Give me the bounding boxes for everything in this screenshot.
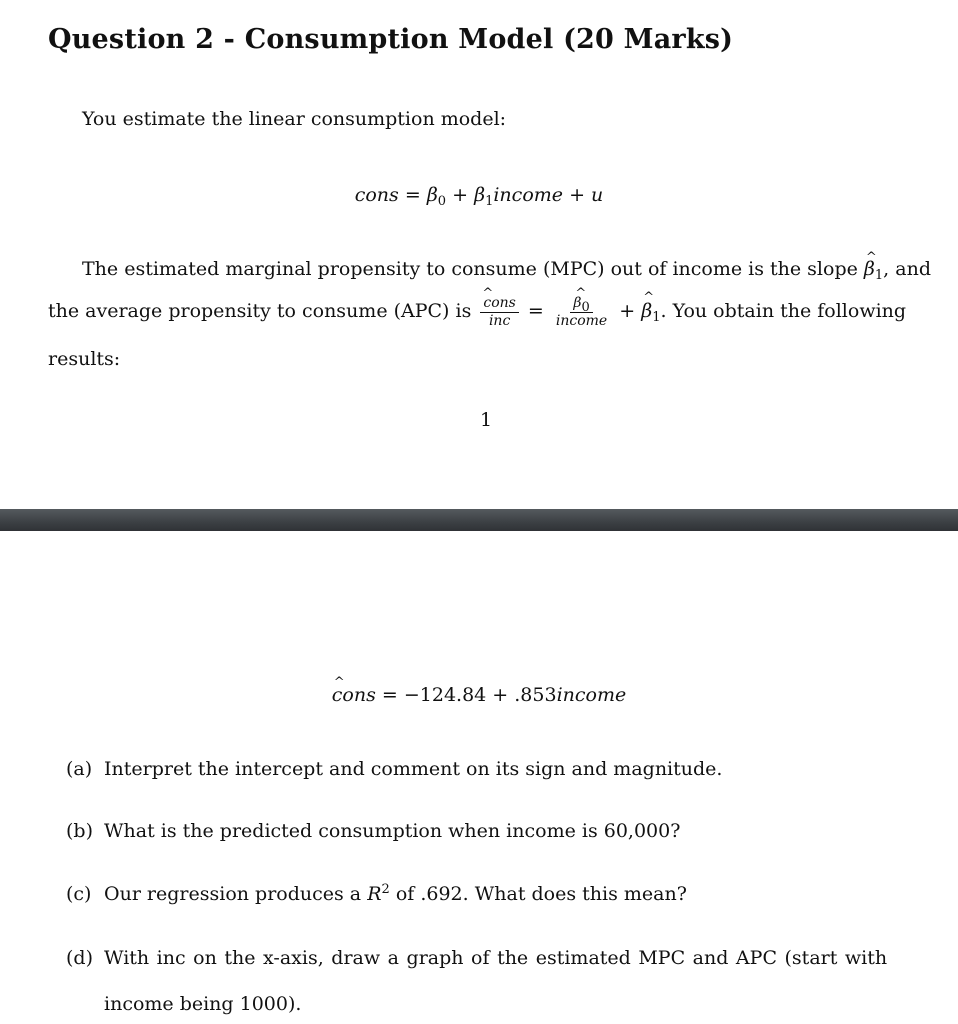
eq-beta1-sub: 1 <box>485 194 494 209</box>
estimated-equation <box>0 684 958 706</box>
para-plus: + <box>619 300 636 323</box>
apc-fraction-2 <box>553 296 610 328</box>
eq-plus-1: + <box>452 184 469 206</box>
page-1 <box>0 0 958 509</box>
eq-plus-2: + <box>569 184 585 206</box>
question-b-text: What is the predicted consumption when income is 60,000? <box>104 820 681 842</box>
question-d-text: With inc on the x-axis, draw a graph of the estimated MPC and APC (start with <box>104 947 888 969</box>
question-b <box>66 822 680 841</box>
para-line1-end: , and <box>883 258 931 280</box>
eq-beta0-sub: 0 <box>437 194 447 209</box>
apc-fraction-1 <box>480 296 518 328</box>
question-heading: Question 2 - Consumption Model (20 Marks) <box>48 24 734 55</box>
para-beta1: ^ β <box>641 298 652 325</box>
para-line1-beta: ^ β <box>864 260 875 279</box>
est-lhs: ^ cons <box>332 684 376 706</box>
question-d-continuation: income being 1000). <box>104 993 302 1015</box>
question-a-text: Interpret the intercept and comment on its sign and magnitude. <box>104 758 723 780</box>
frac2-denominator: income <box>555 312 608 329</box>
para-line2-end: . You obtain the following <box>660 300 907 323</box>
r-squared-sup: 2 <box>381 882 390 897</box>
paragraph-line-1 <box>82 258 931 283</box>
frac1-numerator: ^ cons <box>480 296 518 313</box>
intro-text: You estimate the linear consumption model: <box>82 108 507 130</box>
est-equals: = <box>381 684 398 706</box>
para-line2-start: the average propensity to consume (APC) is <box>48 300 472 323</box>
paragraph-line-2 <box>48 296 906 328</box>
question-c-body <box>104 882 687 905</box>
eq-equals: = <box>404 184 421 206</box>
eq-beta1: β <box>474 184 486 206</box>
page-2 <box>0 531 958 1024</box>
para-line1-beta-sub: 1 <box>874 268 884 283</box>
question-d <box>66 949 887 968</box>
frac2-num-beta: ^ β <box>573 296 581 311</box>
question-c-post: of .692. What does this mean? <box>395 883 687 905</box>
model-equation <box>0 184 958 209</box>
para-equals: = <box>527 300 544 323</box>
question-b-label: (b) <box>66 820 93 842</box>
eq-income: income <box>493 184 564 206</box>
eq-beta0: β <box>426 184 438 206</box>
page-number: 1 <box>480 409 493 431</box>
est-const: −124.84 + .853 <box>403 684 557 706</box>
question-c-pre: Our regression produces a <box>104 883 362 905</box>
question-a <box>66 760 722 779</box>
para-beta1-sub: 1 <box>652 310 661 326</box>
para-line1-text: The estimated marginal propensity to consume (MPC) out of income is the slope <box>82 258 858 280</box>
est-income: income <box>556 684 627 706</box>
r-squared-symbol: R <box>367 883 382 905</box>
question-c <box>66 882 687 905</box>
frac2-numerator <box>570 296 592 313</box>
eq-lhs: cons <box>354 184 399 206</box>
page-separator <box>0 509 958 531</box>
question-a-label: (a) <box>66 758 93 780</box>
eq-error: u <box>591 184 604 206</box>
frac1-denominator: inc <box>488 312 511 329</box>
question-d-label: (d) <box>66 947 93 969</box>
paragraph-line-3: results: <box>48 348 121 370</box>
question-c-label: (c) <box>66 883 92 905</box>
frac2-num-sub: 0 <box>581 300 590 315</box>
